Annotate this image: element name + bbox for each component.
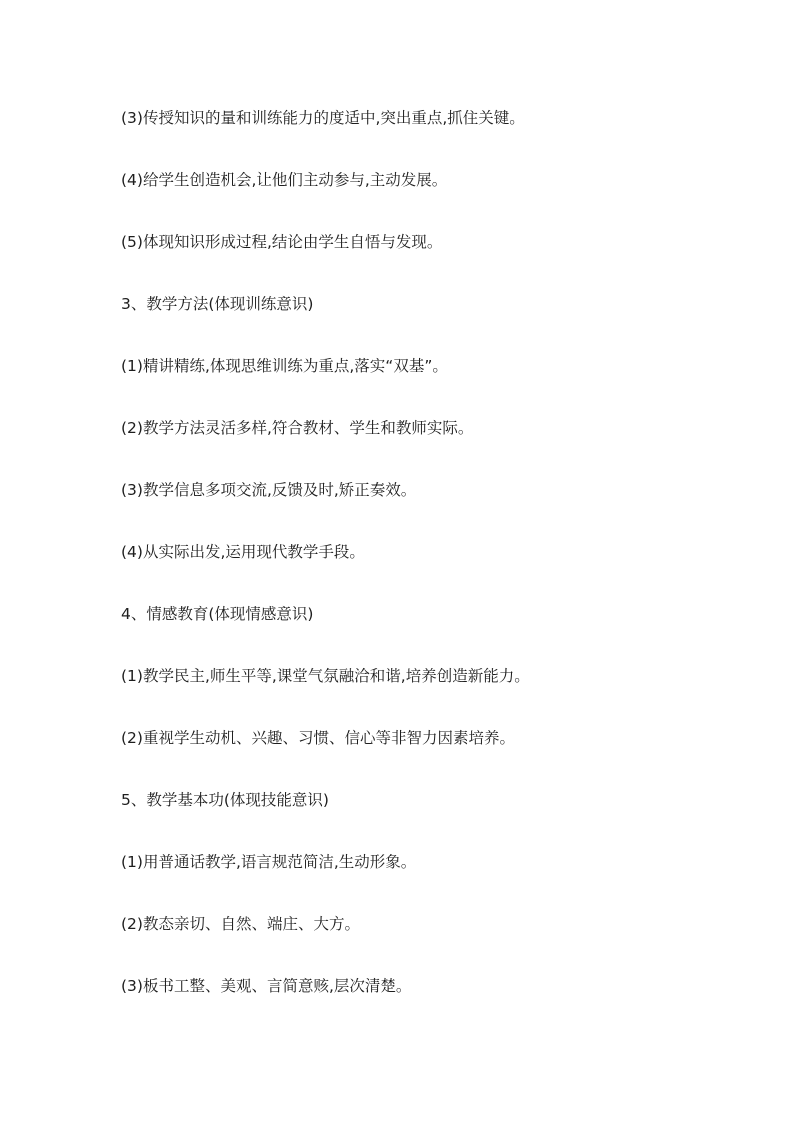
item-4-modern-means: (4)从实际出发,运用现代教学手段。 [121,543,365,561]
item-3-information-exchange: (3)教学信息多项交流,反馈及时,矫正奏效。 [121,481,417,499]
item-2-flexible-methods: (2)教学方法灵活多样,符合教材、学生和教师实际。 [121,419,474,437]
item-2-teaching-manner: (2)教态亲切、自然、端庄、大方。 [121,915,360,933]
item-1-teaching-democracy: (1)教学民主,师生平等,课堂气氛融洽和谐,培养创造新能力。 [121,667,530,685]
item-1-precise-teaching: (1)精讲精练,体现思维训练为重点,落实“双基”。 [121,357,448,375]
item-5-knowledge-formation: (5)体现知识形成过程,结论由学生自悟与发现。 [121,233,443,251]
item-4-student-opportunity: (4)给学生创造机会,让他们主动参与,主动发展。 [121,171,448,189]
section-4-emotional-education: 4、情感教育(体现情感意识) [121,605,314,623]
section-3-teaching-methods: 3、教学方法(体现训练意识) [121,295,314,313]
section-5-basic-skills: 5、教学基本功(体现技能意识) [121,791,329,809]
item-2-non-intellectual: (2)重视学生动机、兴趣、习惯、信心等非智力因素培养。 [121,729,515,747]
item-3-knowledge-amount: (3)传授知识的量和训练能力的度适中,突出重点,抓住关键。 [121,109,525,127]
item-3-blackboard-writing: (3)板书工整、美观、言简意赅,层次清楚。 [121,977,412,995]
item-1-mandarin-teaching: (1)用普通话教学,语言规范简洁,生动形象。 [121,853,417,871]
